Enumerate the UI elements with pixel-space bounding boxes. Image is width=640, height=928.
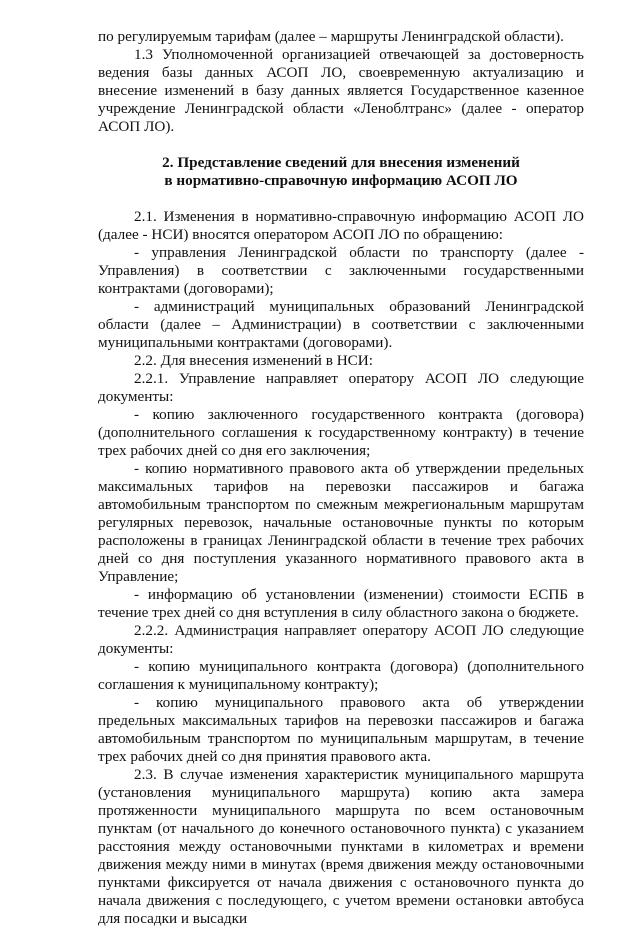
- section-2-heading-line-2: в нормативно-справочную информацию АСОП ЛО: [164, 172, 518, 189]
- paragraph-2-2: 2.2. Для внесения изменений в НСИ:: [134, 352, 373, 369]
- list-item-municipal-contract-copy: - копию муниципального контракта (договора) (дополнительного соглашения к муниципальному контракту);: [98, 658, 584, 693]
- paragraph-1-3: 1.3 Уполномоченной организацией отвечающей за достоверность ведения базы данных АСОП ЛО, своевременную актуализацию и внесение изменений в базу данных является Государственное казенное учреждение Ленинградской области «Леноблтранс» (далее - оператор АСОП ЛО).: [98, 46, 584, 135]
- list-item-state-contract-copy: - копию заключенного государственного контракта (договора) (дополнительного соглашения к государственному контракту) в течение трех рабочих дней со дня его заключения;: [98, 406, 584, 459]
- paragraph-tariffs-end: по регулируемым тарифам (далее – маршруты Ленинградской области).: [98, 28, 564, 45]
- list-item-municipal-administrations: - администраций муниципальных образований Ленинградской области (далее – Администрации) в соответствии с заключенными муниципальными контрактами (договорами).: [98, 298, 584, 351]
- paragraph-2-2-2: 2.2.2. Администрация направляет оператору АСОП ЛО следующие документы:: [98, 622, 584, 657]
- spacer: [98, 136, 584, 154]
- paragraph-2-2-1: 2.2.1. Управление направляет оператору АСОП ЛО следующие документы:: [98, 370, 584, 405]
- list-item-municipal-act-copy: - копию муниципального правового акта об утверждении предельных максимальных тарифов на перевозки пассажиров и багажа автомобильным транспортом по муниципальным маршрутам, в течение трех рабочих дней со дня принятия правового акта.: [98, 694, 584, 765]
- list-item-espb-cost-info: - информацию об установлении (изменении) стоимости ЕСПБ в течение трех дней со дня вступления в силу областного закона о бюджете.: [98, 586, 584, 621]
- list-item-normative-act-copy: - копию нормативного правового акта об утверждении предельных максимальных тарифов на перевозки пассажиров и багажа автомобильным транспортом по смежным межрегиональным маршрутам регулярных перевозок, начальные остановочные пункты по которым расположены в границах Ленинградской области в течение трех рабочих дней со дня поступления указанного нормативного правового акта в Управление;: [98, 460, 584, 585]
- document-body: [98, 28, 584, 928]
- list-item-transport-department: - управления Ленинградской области по транспорту (далее - Управления) в соответствии с заключенными государственными контрактами (договорами);: [98, 244, 584, 297]
- paragraph-2-3: 2.3. В случае изменения характеристик муниципального маршрута (установления муниципального маршрута) копию акта замера протяженности муниципального маршрута по всем остановочным пунктам (от начального до конечного остановочного пункта) с указанием расстояния между остановочными пунктами в километрах и времени движения между ними в минутах (время движения между остановочными пунктами фиксируется от начала движения с остановочного пункта до начала движения с последующего, с учетом времени остановки автобуса для посадки и высадки: [98, 766, 584, 927]
- paragraph-2-1: 2.1. Изменения в нормативно-справочную информацию АСОП ЛО (далее - НСИ) вносятся оператором АСОП ЛО по обращению:: [98, 208, 584, 243]
- section-2-heading-line-1: 2. Представление сведений для внесения изменений: [162, 154, 520, 171]
- spacer: [98, 190, 584, 208]
